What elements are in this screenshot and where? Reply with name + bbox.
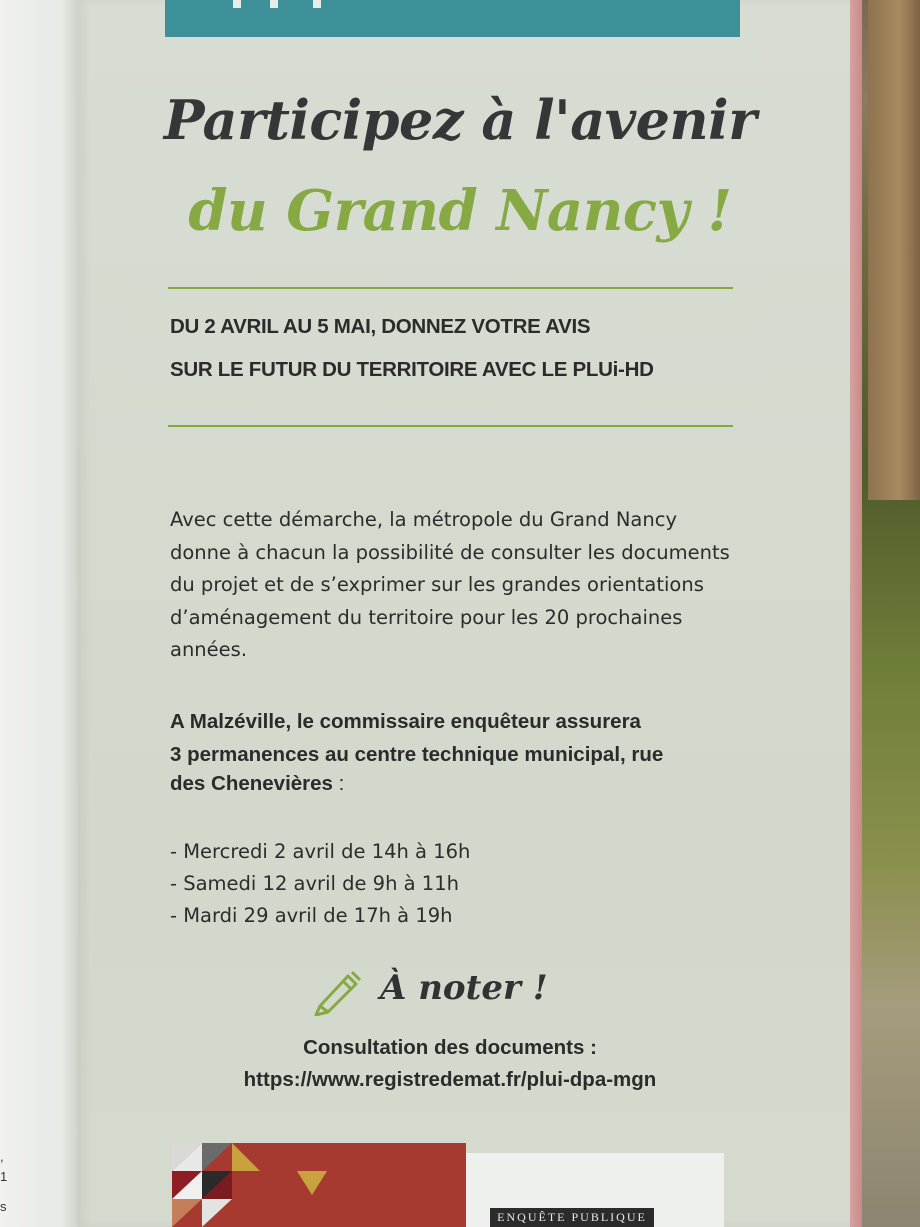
adjacent-page bbox=[0, 0, 78, 1227]
malzeville-line-1: A Malzéville, le commissaire enquêteur assurera bbox=[170, 710, 641, 733]
note-heading bbox=[312, 966, 548, 1022]
intro-paragraph: Avec cette démarche, la métropole du Grand Nancy donne à chacun la possibilité de consulter les documents du projet et de s’exprimer sur les grandes orientations d’aménagement du territoire pour les 20 prochaines années. bbox=[170, 508, 730, 661]
header-mark bbox=[233, 0, 241, 8]
malzeville-location: des Chenevières bbox=[170, 772, 333, 795]
schedule-item: - Samedi 12 avril de 9h à 11h bbox=[170, 872, 459, 895]
pencil-icon bbox=[312, 966, 364, 1016]
consultation-label: Consultation des documents : bbox=[303, 1036, 597, 1059]
note-label: À noter ! bbox=[380, 968, 548, 1008]
malzeville-line-2: 3 permanences au centre technique municipal, rue bbox=[170, 743, 664, 766]
subhead-line-2: SUR LE FUTUR DU TERRITOIRE AVEC LE PLUi-HD bbox=[170, 358, 654, 381]
malzeville-line-3 bbox=[170, 772, 344, 796]
green-divider-top bbox=[168, 287, 733, 289]
green-divider-bottom bbox=[168, 425, 733, 427]
logo-mosaic bbox=[172, 1143, 466, 1227]
left-page-mark: 1 bbox=[0, 1169, 8, 1184]
left-page-mark: , bbox=[0, 1149, 4, 1164]
left-page-mark: s bbox=[0, 1199, 7, 1214]
title-line-1: Participez à l'avenir bbox=[163, 88, 757, 152]
logo-block bbox=[172, 1143, 466, 1227]
subhead-line-1: DU 2 AVRIL AU 5 MAI, DONNEZ VOTRE AVIS bbox=[170, 315, 591, 338]
header-mark bbox=[313, 0, 321, 8]
schedule-item: - Mardi 29 avril de 17h à 19h bbox=[170, 904, 453, 927]
title-line-2: du Grand Nancy ! bbox=[188, 178, 732, 244]
schedule-item: - Mercredi 2 avril de 14h à 16h bbox=[170, 840, 471, 863]
malzeville-colon: : bbox=[332, 772, 345, 795]
wooden-surface bbox=[868, 0, 920, 500]
teal-header-band bbox=[165, 0, 740, 37]
header-mark bbox=[270, 0, 278, 8]
consultation-url: https://www.registredemat.fr/plui-dpa-mgn bbox=[243, 1068, 657, 1091]
flyer-back-edge bbox=[848, 0, 862, 1227]
footer-ribbon: ENQUÊTE PUBLIQUE bbox=[490, 1208, 654, 1227]
